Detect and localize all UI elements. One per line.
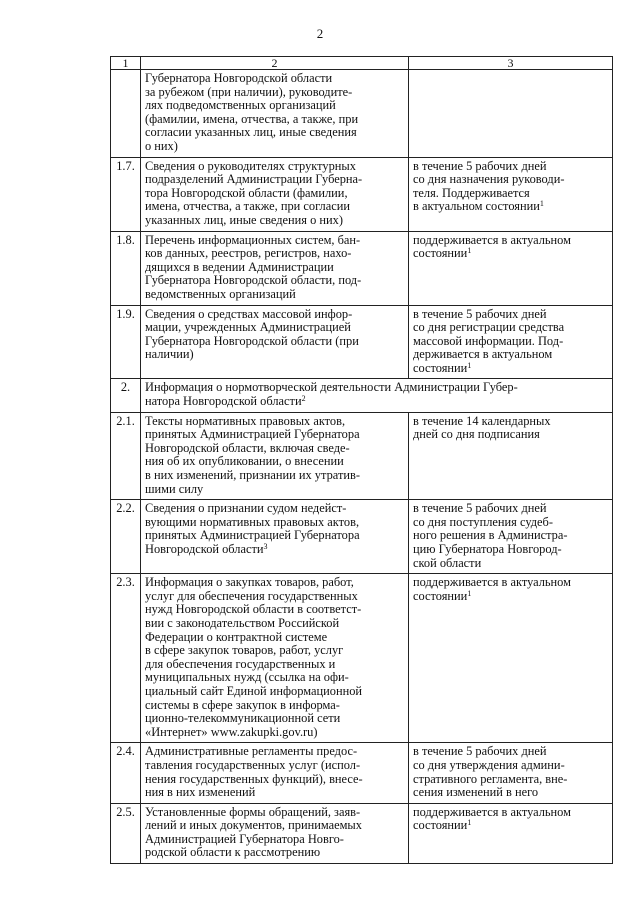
description-line (145, 773, 405, 787)
term-line (413, 745, 609, 759)
description-line (145, 140, 405, 154)
line-text: держивается в актуальном (413, 347, 553, 362)
line-text: поддерживается в актуальном (413, 575, 571, 590)
description-line (145, 685, 405, 699)
table-row (111, 70, 613, 158)
line-text: тавления государственных услуг (испол- (145, 757, 361, 772)
line-text: Губернатора Новгородской области (145, 71, 333, 85)
description-cell (141, 574, 409, 743)
line-text: состоянии (413, 818, 468, 833)
line-text: циальный сайт Единой информационной (145, 683, 363, 698)
page-number: 2 (316, 26, 324, 41)
line-text: ния об их опубликовании, о внесении (145, 454, 344, 469)
term-line (413, 590, 609, 604)
description-line (145, 173, 405, 187)
description-line (145, 261, 405, 275)
line-text: вующими нормативных правовых актов, (145, 514, 360, 529)
line-text: принятых Администрацией Губернатора (145, 528, 360, 543)
line-text: вии с законодательством Российской (145, 615, 340, 630)
line-text: услуг для обеспечения государственных (145, 588, 358, 603)
term-line (413, 576, 609, 590)
line-text: Администрацией Губернатора Новго- (145, 831, 344, 846)
term-line (413, 786, 609, 800)
table-row (111, 500, 613, 574)
line-text: Сведения о признании судом недейст- (145, 501, 347, 516)
term-line (413, 308, 609, 322)
term-line (413, 234, 609, 248)
line-text: в сфере закупок товаров, работ, услуг (145, 643, 344, 658)
description-line (145, 603, 405, 617)
line-text: Информация о нормотворческой деятельности Администрации Губер- (145, 380, 518, 395)
table-row (111, 379, 613, 412)
line-text: теля. Поддерживается (413, 185, 530, 200)
line-text: массовой информации. Под- (413, 333, 564, 348)
term-line (413, 321, 609, 335)
line-text: мации, учрежденных Администрацией (145, 320, 351, 335)
line-text: ков данных, реестров, регистров, нахо- (145, 246, 352, 261)
line-text: дней со дня подписания (413, 427, 540, 442)
table-row (111, 305, 613, 379)
description-line (145, 658, 405, 672)
line-text: тора Новгородской области (фамилии, (145, 185, 348, 200)
description-cell (141, 743, 409, 803)
description-line (145, 247, 405, 261)
term-cell (409, 231, 613, 305)
row-number (111, 70, 141, 158)
line-text: для обеспечения государственных и (145, 656, 336, 671)
line-text: состоянии (413, 360, 468, 375)
description-line (145, 644, 405, 658)
disclosure-table (110, 56, 613, 864)
footnote-ref: 1 (467, 588, 472, 598)
description-line (145, 395, 609, 409)
footnote-ref: 1 (539, 199, 544, 209)
line-text: родской области к рассмотрению (145, 845, 321, 860)
description-cell (141, 412, 409, 500)
term-line (413, 502, 609, 516)
description-line (145, 288, 405, 302)
line-text: в течение 5 рабочих дней (413, 501, 547, 516)
term-line (413, 200, 609, 214)
description-cell (141, 70, 409, 158)
description-line (145, 806, 405, 820)
table-header-row (111, 57, 613, 70)
term-cell (409, 70, 613, 158)
term-cell (409, 500, 613, 574)
section-heading-cell (141, 379, 613, 412)
line-text: нения государственных функций), внесе- (145, 771, 363, 786)
row-number: 2. (111, 379, 141, 412)
line-text: Новгородской области (145, 542, 264, 556)
description-line (145, 308, 405, 322)
table-body (111, 57, 613, 864)
line-text: (фамилии, имена, отчества, а также, при (145, 111, 359, 126)
term-line (413, 759, 609, 773)
term-line (413, 543, 609, 557)
term-cell (409, 157, 613, 231)
line-text: состоянии (413, 246, 468, 261)
description-line (145, 274, 405, 288)
description-line (145, 415, 405, 429)
line-text: Губернатора Новгородской области, под- (145, 273, 362, 288)
line-text: муниципальных нужд (ссылка на офи- (145, 670, 349, 685)
description-line (145, 631, 405, 645)
description-cell (141, 305, 409, 379)
description-line (145, 543, 405, 557)
description-line (145, 671, 405, 685)
line-text: ционно-телекоммуникационной сети (145, 711, 341, 726)
description-line (145, 502, 405, 516)
line-text: Губернатора Новгородской области (при (145, 333, 359, 348)
term-cell (409, 574, 613, 743)
line-text: в течение 5 рабочих дней (413, 306, 547, 321)
row-number: 2.5. (111, 803, 141, 863)
description-line (145, 699, 405, 713)
line-text: ведомственных организаций (145, 286, 296, 301)
description-line (145, 712, 405, 726)
table-row (111, 743, 613, 803)
line-text: Сведения о руководителях структурных (145, 158, 356, 173)
description-line (145, 428, 405, 442)
line-text: в течение 14 календарных (413, 413, 551, 428)
row-number: 1.9. (111, 305, 141, 379)
term-line (413, 806, 609, 820)
line-text: в актуальном состоянии (413, 199, 540, 214)
line-text: шими силу (145, 481, 204, 496)
description-line (145, 348, 405, 362)
term-cell (409, 305, 613, 379)
line-text: Перечень информационных систем, бан- (145, 232, 361, 247)
description-line (145, 72, 405, 86)
line-text: Информация о закупках товаров, работ, (145, 575, 354, 590)
line-text: со дня поступления судеб- (413, 514, 553, 529)
term-line (413, 362, 609, 376)
table-row (111, 157, 613, 231)
description-line (145, 381, 609, 395)
row-number: 2.4. (111, 743, 141, 803)
line-text: со дня утверждения админи- (413, 757, 565, 772)
footnote-ref: 1 (467, 818, 472, 828)
description-line (145, 455, 405, 469)
line-text: ния в них изменений (145, 785, 256, 800)
term-line (413, 557, 609, 571)
description-line (145, 819, 405, 833)
line-text: в них изменений, признании их утратив- (145, 468, 360, 483)
line-text: в течение 5 рабочих дней (413, 158, 547, 173)
description-line (145, 529, 405, 543)
line-text: натора Новгородской области (145, 394, 302, 409)
description-line (145, 469, 405, 483)
table-row (111, 574, 613, 743)
description-line (145, 126, 405, 140)
description-cell (141, 803, 409, 863)
line-text: лях подведомственных организаций (145, 98, 336, 113)
line-text: указанных лиц, иные сведения о них) (145, 212, 343, 227)
line-text: системы в сфере закупок в информа- (145, 697, 340, 712)
description-line (145, 321, 405, 335)
line-text: ного решения в Администра- (413, 528, 568, 543)
description-line (145, 786, 405, 800)
description-cell (141, 231, 409, 305)
line-text: о них) (145, 138, 178, 153)
line-text: наличии) (145, 347, 194, 362)
description-line (145, 335, 405, 349)
description-cell (141, 157, 409, 231)
line-text: со дня регистрации средства (413, 320, 565, 335)
line-text: лений и иных документов, принимаемых (145, 818, 362, 833)
column-header-1: 1 (111, 57, 141, 70)
description-line (145, 214, 405, 228)
line-text: цию Губернатора Новгород- (413, 542, 562, 556)
term-line (413, 348, 609, 362)
description-line (145, 234, 405, 248)
term-line (413, 187, 609, 201)
term-line (413, 529, 609, 543)
table-row (111, 231, 613, 305)
line-text: Установленные формы обращений, заяв- (145, 804, 361, 819)
description-line (145, 86, 405, 100)
description-line (145, 483, 405, 497)
term-line (413, 160, 609, 174)
table-row (111, 412, 613, 500)
term-line (413, 773, 609, 787)
description-line (145, 576, 405, 590)
description-line (145, 745, 405, 759)
line-text: Тексты нормативных правовых актов, (145, 413, 346, 428)
footnote-ref: 2 (301, 394, 306, 404)
line-text: имена, отчества, а также, при согласии (145, 199, 351, 214)
term-line (413, 335, 609, 349)
line-text: принятых Администрацией Губернатора (145, 427, 360, 442)
line-text: поддерживается в актуальном (413, 232, 571, 247)
row-number: 2.2. (111, 500, 141, 574)
term-line (413, 173, 609, 187)
description-line (145, 759, 405, 773)
line-text: «Интернет» www.zakupki.gov.ru) (145, 724, 318, 739)
row-number: 1.7. (111, 157, 141, 231)
term-cell (409, 743, 613, 803)
line-text: подразделений Администрации Губерна- (145, 172, 363, 187)
line-text: в течение 5 рабочих дней (413, 744, 547, 759)
line-text: сения изменений в него (413, 785, 539, 800)
description-line (145, 590, 405, 604)
term-cell (409, 803, 613, 863)
description-line (145, 187, 405, 201)
line-text: ской области (413, 555, 482, 570)
description-line (145, 160, 405, 174)
row-number: 2.3. (111, 574, 141, 743)
line-text: Новгородской области, включая сведе- (145, 440, 350, 455)
description-line (145, 833, 405, 847)
term-cell (409, 412, 613, 500)
column-header-2: 2 (141, 57, 409, 70)
term-line (413, 415, 609, 429)
line-text: согласии указанных лиц, иные сведения (145, 125, 357, 140)
row-number: 2.1. (111, 412, 141, 500)
line-text: Административные регламенты предос- (145, 744, 358, 759)
description-line (145, 200, 405, 214)
description-line (145, 617, 405, 631)
footnote-ref: 1 (467, 246, 472, 256)
term-line (413, 516, 609, 530)
line-text: со дня назначения руководи- (413, 172, 565, 187)
description-line (145, 113, 405, 127)
footnote-ref: 1 (467, 360, 472, 370)
line-text: дящихся в ведении Администрации (145, 259, 334, 274)
table-row (111, 803, 613, 863)
term-line (413, 247, 609, 261)
line-text: за рубежом (при наличии), руководите- (145, 84, 353, 99)
term-line (413, 819, 609, 833)
term-line (413, 428, 609, 442)
line-text: Федерации о контрактной системе (145, 629, 328, 644)
description-line (145, 846, 405, 860)
description-line (145, 99, 405, 113)
column-header-3: 3 (409, 57, 613, 70)
line-text: нужд Новгородской области в соответст- (145, 602, 362, 617)
line-text: состоянии (413, 588, 468, 603)
footnote-ref: 3 (263, 542, 268, 551)
line-text: Сведения о средствах массовой инфор- (145, 306, 353, 321)
description-cell (141, 500, 409, 574)
description-line (145, 442, 405, 456)
line-text: поддерживается в актуальном (413, 804, 571, 819)
line-text: стративного регламента, вне- (413, 771, 568, 786)
row-number: 1.8. (111, 231, 141, 305)
description-line (145, 516, 405, 530)
description-line (145, 726, 405, 740)
